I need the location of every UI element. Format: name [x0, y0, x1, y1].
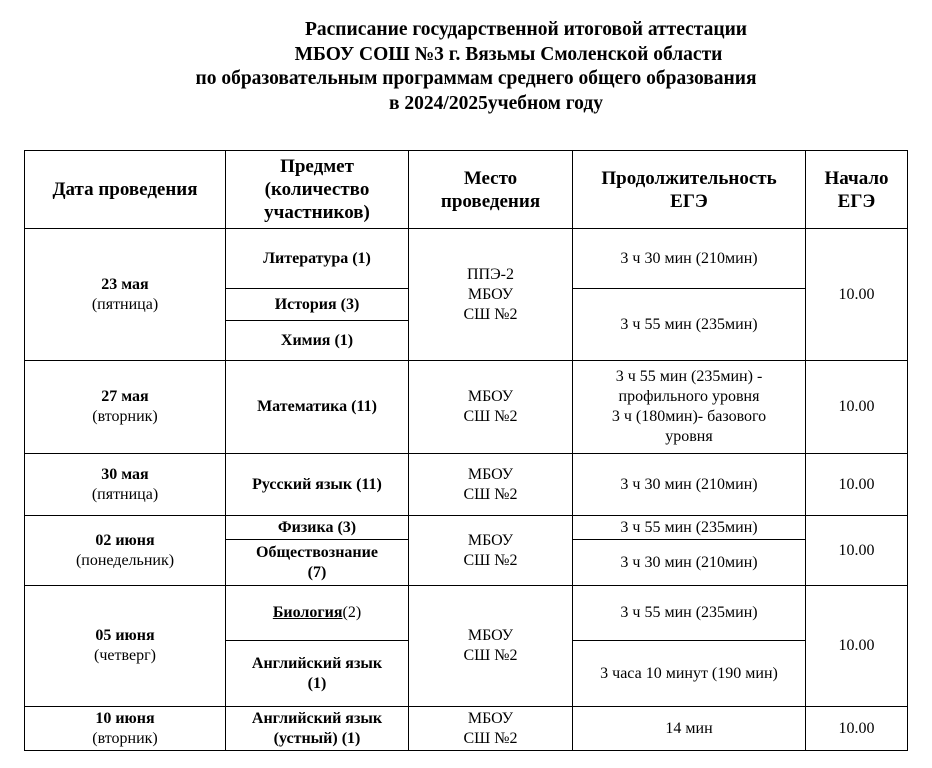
start-cell: 10.00 — [806, 229, 908, 361]
duration-cell: 3 ч 55 мин (235мин) — [573, 289, 806, 361]
header-row — [25, 151, 908, 229]
date-cell: 27 мая (вторник) — [25, 361, 226, 454]
subject-cell: Английский язык (1) — [226, 641, 409, 707]
place-cell: МБОУ СШ №2 — [409, 707, 573, 751]
place-cell: МБОУ СШ №2 — [409, 454, 573, 516]
date-cell: 23 мая (пятница) — [25, 229, 226, 361]
table-row — [25, 454, 908, 516]
place-cell: МБОУ СШ №2 — [409, 361, 573, 454]
header-place: Место проведения — [409, 151, 573, 229]
date-cell: 10 июня (вторник) — [25, 707, 226, 751]
title-line-2: МБОУ СОШ №3 г. Вязьмы Смоленской области — [294, 43, 723, 65]
subject-link-biology[interactable]: Биология — [272, 604, 343, 621]
start-cell: 10.00 — [806, 707, 908, 751]
header-date: Дата проведения — [25, 151, 226, 229]
start-cell: 10.00 — [806, 586, 908, 707]
place-cell: МБОУ СШ №2 — [409, 516, 573, 586]
table-row — [25, 516, 908, 540]
duration-cell: 3 ч 55 мин (235мин) — [573, 586, 806, 641]
date-cell: 05 июня (четверг) — [25, 586, 226, 707]
header-subject: Предмет (количество участников) — [226, 151, 409, 229]
document-title — [0, 18, 932, 116]
subject-cell: Химия (1) — [226, 321, 409, 361]
subject-cell: История (3) — [226, 289, 409, 321]
subject-cell: Биология(2) — [226, 586, 409, 641]
table-row — [25, 707, 908, 751]
duration-cell: 3 ч 55 мин (235мин) — [573, 516, 806, 540]
duration-cell: 3 ч 55 мин (235мин) - профильного уровня 3 ч (180мин)- базового уровня — [573, 361, 806, 454]
subject-cell: Литература (1) — [226, 229, 409, 289]
start-cell: 10.00 — [806, 516, 908, 586]
subject-cell: Русский язык (11) — [226, 454, 409, 516]
header-start: Начало ЕГЭ — [806, 151, 908, 229]
place-cell: ППЭ-2 МБОУ СШ №2 — [409, 229, 573, 361]
duration-cell: 3 ч 30 мин (210мин) — [573, 540, 806, 586]
subject-cell: Математика (11) — [226, 361, 409, 454]
table-row — [25, 361, 908, 454]
date-cell: 02 июня (понедельник) — [25, 516, 226, 586]
table-row — [25, 229, 908, 289]
duration-cell: 14 мин — [573, 707, 806, 751]
duration-cell: 3 часа 10 минут (190 мин) — [573, 641, 806, 707]
title-line-4: в 2024/2025учебном году — [389, 92, 603, 114]
duration-cell: 3 ч 30 мин (210мин) — [573, 229, 806, 289]
duration-cell: 3 ч 30 мин (210мин) — [573, 454, 806, 516]
table-row — [25, 586, 908, 641]
subject-cell: Обществознание (7) — [226, 540, 409, 586]
place-cell: МБОУ СШ №2 — [409, 586, 573, 707]
subject-cell: Английский язык (устный) (1) — [226, 707, 409, 751]
subject-cell: Физика (3) — [226, 516, 409, 540]
header-duration: Продолжительность ЕГЭ — [573, 151, 806, 229]
schedule-table — [24, 150, 908, 751]
date-cell: 30 мая (пятница) — [25, 454, 226, 516]
start-cell: 10.00 — [806, 454, 908, 516]
title-line-3: по образовательным программам среднего общего образования — [195, 68, 757, 89]
title-line-1: Расписание государственной итоговой аттестации — [304, 19, 748, 40]
start-cell: 10.00 — [806, 361, 908, 454]
